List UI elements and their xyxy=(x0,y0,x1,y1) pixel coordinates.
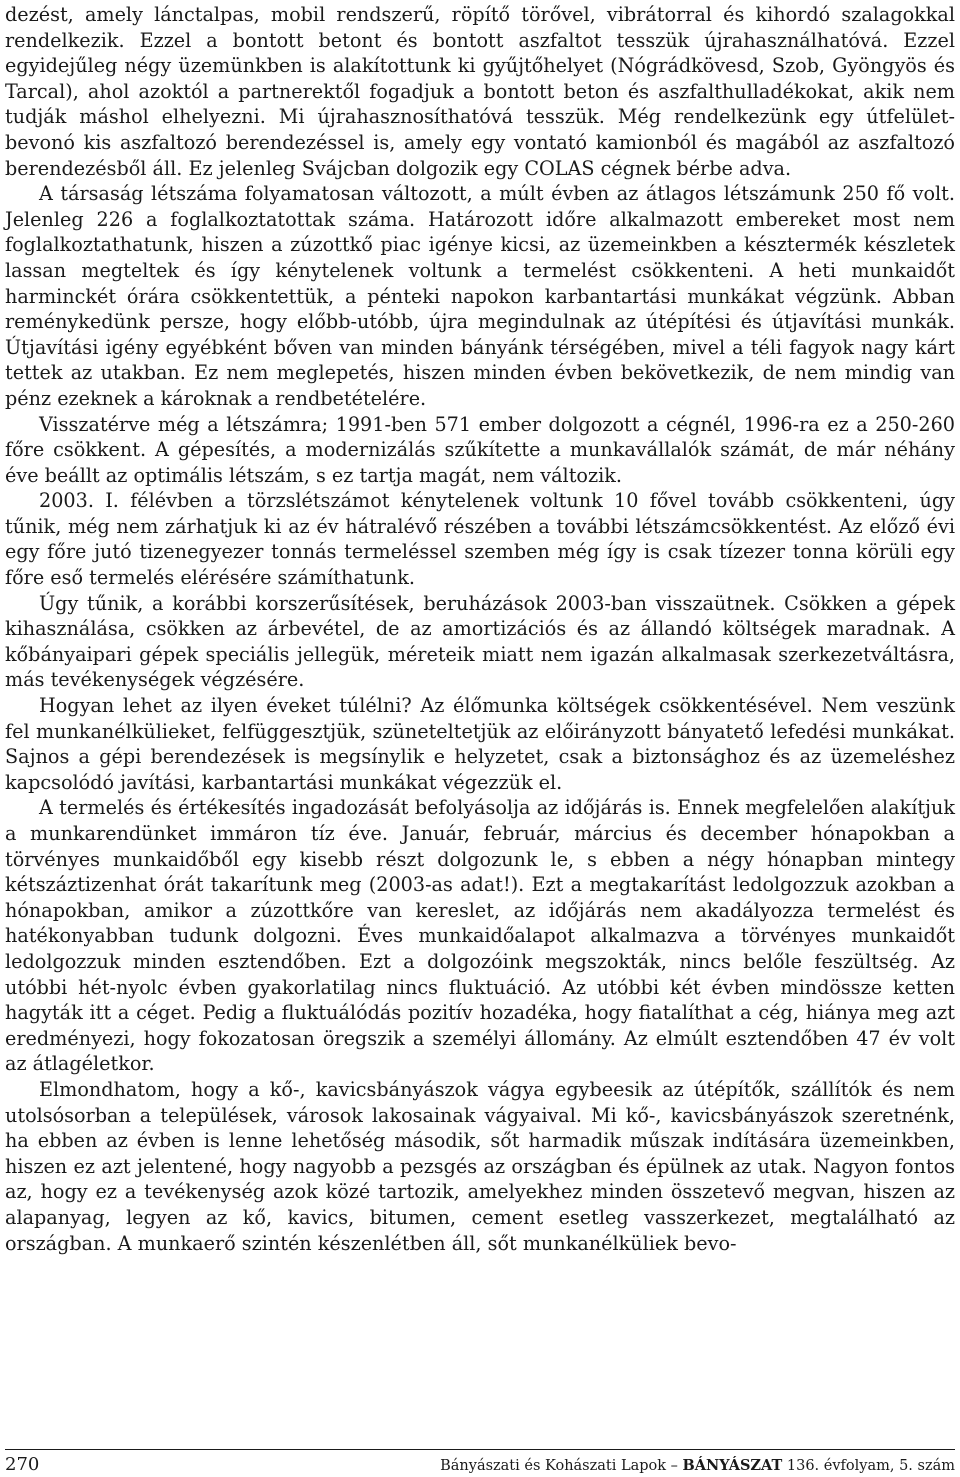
journal-brand: BÁNYÁSZAT xyxy=(682,1457,783,1474)
page-number: 270 xyxy=(5,1454,40,1475)
journal-reference xyxy=(440,1457,955,1474)
paragraph-8: Elmondhatom, hogy a kő-, kavicsbányászok vágya egybeesik az útépítők, szállítók és nem utolsósorban a települések, városok lakosainak vágyaival. Mi kő-, kavicsbányászok szeretnénk, ha ebben az évben is lenne lehetőség második, sőt harmadik műszak indítására üzemeinkben, hiszen ez azt jelentené, hogy nagyobb a pezsgés az országban és épülnek az utak. Nagyon fontos az, hogy ez a tevékenység azok közé tartozik, amelyekhez minden összetevő megvan, hiszen az alapanyag, legyen az kő, kavics, bitumen, cement esetleg vasszerkezet, megtalálható az országban. A munkaerő szintén készenlétben áll, sőt munkanélküliek bevo- xyxy=(5,1077,955,1255)
paragraph-6: Hogyan lehet az ilyen éveket túlélni? Az élőmunka költségek csökkentésével. Nem veszünk fel munkanélkülieket, felfüggesztjük, szüneteltetjük az előirányzott bányatető lefedési munkákat. Sajnos a gépi berendezések is megsínylik e helyzetet, csak a biztonsághoz és az üzemeléshez kapcsolódó javítási, karbantartási munkákat végezzük el. xyxy=(5,694,955,794)
paragraph-4: 2003. I. félévben a törzslétszámot kénytelenek voltunk 10 fővel tovább csökkenteni, úgy tűnik, még nem zárhatjuk ki az év hátralévő részében a további létszámcsökkentést. Az előző évi egy főre jutó tizenegyezer tonnás termeléssel szemben még így is csak tízezer tonna körüli egy főre eső termelés elérésére számíthatunk. xyxy=(5,489,955,590)
article-body xyxy=(5,2,955,1256)
journal-prefix: Bányászati és Kohászati Lapok – xyxy=(440,1458,683,1474)
paragraph-1: dezést, amely lánctalpas, mobil rendszerű, röpítő törővel, vibrátorral és kihordó szalagokkal rendelkezik. Ezzel a bontott betont és bontott aszfaltot tesszük újrahasználhatóvá. Ezzel egyidejűleg négy üzemünkben is alakítottunk ki gyűjtőhelyet (Nógrádkövesd, Szob, Gyöngyös és Tarcal), ahol azoktól a partnerektől fogadjuk a bontott beton és aszfalthulladékokat, akik nem tudják máshol elhelyezni. Mi újrahasznosíthatóvá tesszük. Még rendelkezünk egy útfelület-bevonó kis aszfaltozó berendezéssel is, amely egy vontató kamionból és magából az aszfaltozó berendezésből áll. Ez jelenleg Svájcban dolgozik egy COLAS cégnek bérbe adva. xyxy=(5,3,955,180)
page-footer xyxy=(5,1454,955,1476)
paragraph-2: A társaság létszáma folyamatosan változott, a múlt évben az átlagos létszámunk 250 fő volt. Jelenleg 226 a foglalkoztatottak száma. Határozott időre alkalmazott embereket most nem foglalkoztathatunk, hiszen a zúzottkő piac igénye kicsi, az üzemeinkben a késztermék készletek lassan megteltek és így kénytelenek voltunk a termelést csökkenteni. A heti munkaidőt harminckét órára csökkentettük, a pénteki napokon karbantartási munkákat végzünk. Abban reménykedünk persze, hogy előbb-utóbb, újra megindulnak az útépítési és útjavítási munkák. Útjavítási igény egyébként bőven van minden bányánk térségében, mivel a téli fagyok nagy kárt tettek az utakban. Ez nem meglepetés, hiszen minden évben bekövetkezik, de nem mindig van pénz ezeknek a károknak a rendbetételére. xyxy=(5,182,955,410)
paragraph-3: Visszatérve még a létszámra; 1991-ben 571 ember dolgozott a cégnél, 1996-ra ez a 250-260 főre csökkent. A gépesítés, a modernizálás szűkítette a munkavállalók számát, de már néhány éve beállt az optimális létszám, s ez tartja magát, nem változik. xyxy=(5,412,955,487)
journal-issue: 136. évfolyam, 5. szám xyxy=(782,1458,955,1474)
footer-divider xyxy=(5,1449,955,1450)
paragraph-5: Úgy tűnik, a korábbi korszerűsítések, beruházások 2003-ban visszaütnek. Csökken a gépek kihasználása, csökken az árbevétel, de az amortizációs és az állandó költségek maradnak. A kőbányaipari gépek speciális jellegük, méreteik miatt nem igazán alkalmasak szerkezetváltásra, más tevékenységek végzésére. xyxy=(5,591,955,692)
paragraph-7: A termelés és értékesítés ingadozását befolyásolja az időjárás is. Ennek megfelelően alakítjuk a munkarendünket immáron tíz éve. Január, február, március és december hónapokban a törvényes munkaidőből egy kisebb részt dolgozunk le, s ebben a négy hónapban mintegy kétszáztizenhat órát takarítunk meg (2003-as adat!). Ezt a megtakarítást ledolgozzuk azokban a hónapokban, amikor a zúzottkőre van kereslet, az időjárás nem akadályozza termelést és hatékonyabban tudunk dolgozni. Éves munkaidőalapot alkalmazva a törvényes munkaidőt ledolgozzuk minden esztendőben. Ezt a dolgozóink megszokták, nincs belőle feszültség. Az utóbbi hét-nyolc évben gyakorlatilag nincs fluktuáció. Az utóbbi két évben mindössze ketten hagyták itt a céget. Pedig a fluktuálódás pozitív hozadéka, hogy fiatalíthat a cég, hiánya meg azt eredményezi, hogy fokozatosan öregszik a személyi állomány. Az elmúlt esztendőben 47 év volt az átlagéletkor. xyxy=(5,796,955,1076)
